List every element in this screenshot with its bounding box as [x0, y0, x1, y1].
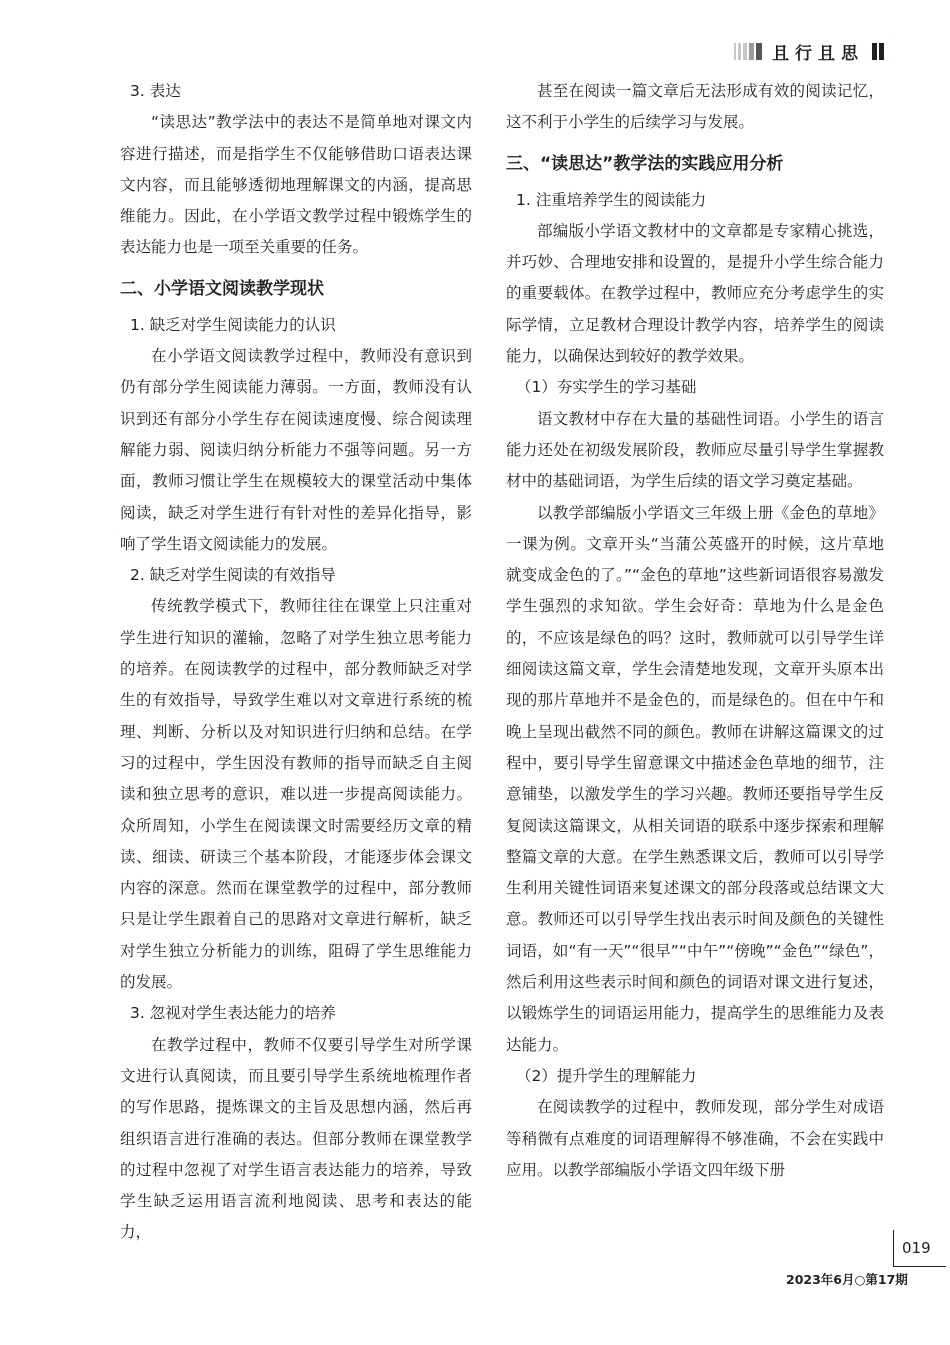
running-header [734, 38, 884, 64]
paragraph: 在教学过程中，教师不仅要引导学生对所学课文进行认真阅读，而且要引导学生系统地梳理作者的写作思路，提炼课文的主旨及思想内涵，然后再组织语言进行准确的表达。但部分教师在课堂教学的过程中忽视了对学生语言表达能力的培养，导致学生缺乏运用语言流利地阅读、思考和表达的能力， [120, 1035, 472, 1242]
paragraph: 部编版小学语文教材中的文章都是专家精心挑选，并巧妙、合理地安排和设置的，是提升小学生综合能力的重要载体。在教学过程中，教师应充分考虑学生的实际学情，立足教材合理设计教学内容，培养学生的阅读能力，以确保达到较好的教学效果。 [506, 221, 884, 366]
header-title: 且行且思 [772, 43, 864, 64]
paragraph: 甚至在阅读一篇文章后无法形成有效的阅读记忆，这不利于小学生的后续学习与发展。 [506, 82, 884, 132]
paragraph: 在阅读教学的过程中，教师发现，部分学生对成语等稍微有点难度的词语理解得不够准确，不会在实践中应用。以教学部编版小学语文四年级下册 [506, 1098, 884, 1179]
right-column [506, 76, 884, 1186]
paragraph: 以教学部编版小学语文三年级上册《金色的草地》一课为例。文章开头“当蒲公英盛开的时候，这片草地就变成金色的了。”“金色的草地”这些新词语很容易激发学生强烈的求知欲。学生会好奇：草地为什么是金色的，不应该是绿色的吗？这时，教师就可以引导学生详细阅读这篇文章，学生会清楚地发现，文章开头原本出现的那片草地并不是金色的，而是绿色的。但在中午和晚上呈现出截然不同的颜色。教师在讲解这篇课文的过程中，要引导学生留意课文中描述金色草地的细节，注意铺垫，以激发学生的学习兴趣。教师还要指导学生反复阅读这篇课文，从相关词语的联系中逐步探索和理解整篇文章的大意。在学生熟悉课文后，教师可以引导学生利用关键性词语来复述课文的部分段落或总结课文大意。教师还可以引导学生找出表示时间及颜色的关键性词语，如“有一天”“很早”“中午”“傍晚”“金色”“绿色”，然后利用这些表示时间和颜色的词语对课文进行复述，以锻炼学生的词语运用能力，提高学生的思维能力及表达能力。 [506, 503, 884, 1054]
subsection-heading: 3. 忽视对学生表达能力的培养 [130, 1004, 336, 1023]
item-heading: （2）提升学生的理解能力 [516, 1066, 697, 1085]
paragraph: 语文教材中存在大量的基础性词语。小学生的语言能力还处在初级发展阶段，教师应尽量引导学生掌握教材中的基础词语，为学生后续的语文学习奠定基础。 [506, 409, 884, 491]
paragraph: “读思达”教学法中的表达不是简单地对课文内容进行描述，而是指学生不仅能够借助口语表达课文内容，而且能够透彻地理解课文的内涵，提高思维能力。因此，在小学语文教学过程中锻炼学生的表达能力也是一项至关重要的任务。 [120, 113, 472, 257]
section-heading: 3. 表达 [130, 82, 181, 100]
subsection-heading: 1. 缺乏对学生阅读能力的认识 [130, 315, 336, 334]
section-heading: 三、“读思达”教学法的实践应用分析 [506, 153, 784, 174]
subsection-heading: 2. 缺乏对学生阅读的有效指导 [130, 566, 336, 585]
section-heading: 二、小学语文阅读教学现状 [120, 278, 324, 299]
header-decoration-bars [734, 43, 764, 60]
item-heading: （1）夯实学生的学习基础 [516, 378, 697, 397]
paragraph: 在小学语文阅读教学过程中，教师没有意识到仍有部分学生阅读能力薄弱。一方面，教师没有认识到还有部分小学生存在阅读速度慢、综合阅读理解能力弱、阅读归纳分析能力不强等问题。另一方面，教师习惯让学生在规模较大的课堂活动中集体阅读，缺乏对学生进行有针对性的差异化指导，影响了学生语文阅读能力的发展。 [120, 347, 472, 553]
page-number: 019 [893, 1230, 946, 1267]
paragraph: 传统教学模式下，教师往往在课堂上只注重对学生进行知识的灌输，忽略了对学生独立思考能力的培养。在阅读教学的过程中，部分教师缺乏对学生的有效指导，导致学生难以对文章进行系统的梳理、判断、分析以及对知识进行归纳和总结。在学习的过程中，学生因没有教师的指导而缺乏自主阅读和独立思考的意识，难以进一步提高阅读能力。众所周知，小学生在阅读课文时需要经历文章的精读、细读、研读三个基本阶段，才能逐步体会课文内容的深意。然而在课堂教学的过程中，部分教师只是让学生跟着自己的思路对文章进行解析，缺乏对学生独立分析能力的训练，阻碍了学生思维能力的发展。 [120, 597, 472, 992]
issue-info: 2023年6月○第17期 [786, 1272, 908, 1287]
subsection-heading: 1. 注重培养学生的阅读能力 [516, 190, 707, 209]
header-end-bars [870, 43, 884, 60]
left-column [120, 76, 472, 1249]
